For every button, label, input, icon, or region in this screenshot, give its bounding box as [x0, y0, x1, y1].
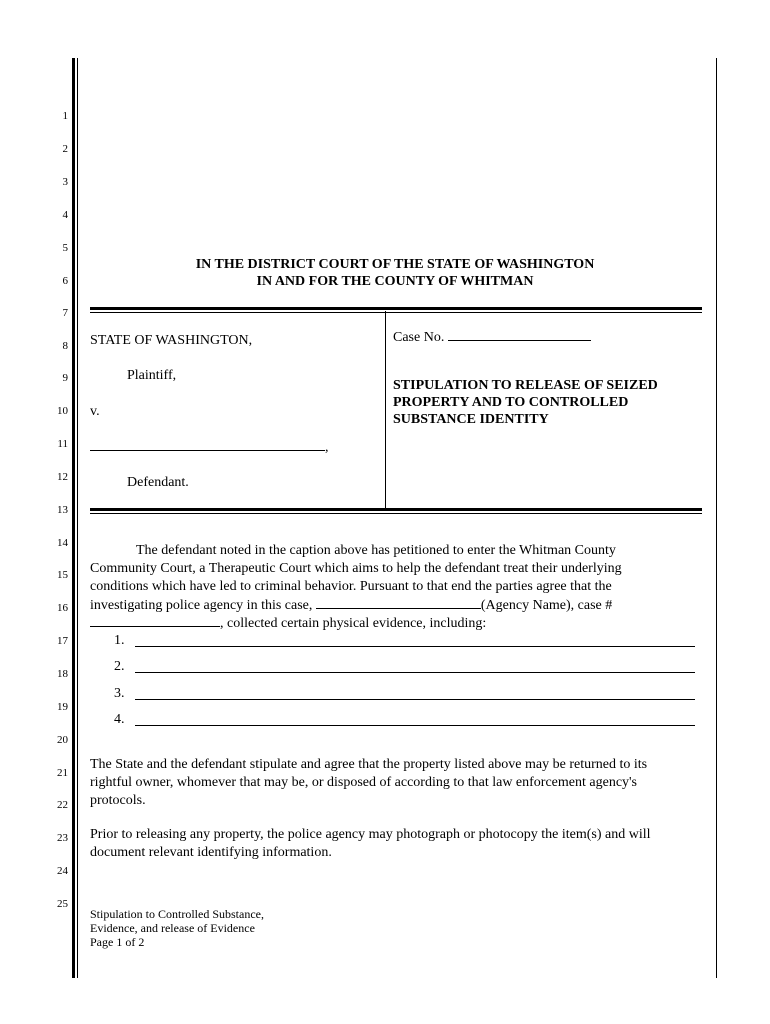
line-number: 4 [62, 209, 68, 221]
line-number: 24 [57, 865, 68, 877]
line-number: 18 [57, 668, 68, 680]
item-number-4: 4. [114, 712, 125, 727]
caption-top-rule-thick [90, 307, 702, 310]
document-title-line-3: SUBSTANCE IDENTITY [393, 412, 549, 427]
para1-line-4: investigating police agency in this case, (Agency Name), case # [90, 598, 613, 613]
case-number-blank[interactable] [448, 328, 591, 341]
left-margin-rule-thick [72, 58, 75, 978]
line-number: 11 [57, 438, 68, 450]
para1-line-3: conditions which have led to criminal behavior. Pursuant to that end the parties agree that the [90, 579, 612, 594]
line-number: 6 [62, 275, 68, 287]
line-number: 2 [62, 143, 68, 155]
footer-page-number: Page 1 of 2 [90, 935, 145, 949]
line-number: 14 [57, 537, 68, 549]
agency-name-blank[interactable] [316, 596, 481, 609]
case-hash-blank[interactable] [90, 614, 220, 627]
para1-line-2: Community Court, a Therapeutic Court which aims to help the defendant treat their underlying [90, 561, 622, 576]
plaintiff-role: Plaintiff, [127, 368, 177, 383]
footer-line-2: Evidence, and release of Evidence [90, 921, 255, 935]
plaintiff-party: STATE OF WASHINGTON, [90, 333, 253, 348]
line-number: 3 [62, 176, 68, 188]
line-number: 7 [62, 307, 68, 319]
line-number: 23 [57, 832, 68, 844]
line-number: 8 [62, 340, 68, 352]
line-number: 10 [57, 405, 68, 417]
item-1-blank[interactable] [135, 646, 695, 647]
line-number: 25 [57, 898, 68, 910]
para3-line-1: Prior to releasing any property, the police agency may photograph or photocopy the item(s) and will [90, 827, 651, 842]
line-number: 15 [57, 569, 68, 581]
caption-divider [385, 311, 386, 509]
item-4-blank[interactable] [135, 725, 695, 726]
versus: v. [90, 404, 100, 419]
line-number: 12 [57, 471, 68, 483]
item-number-1: 1. [114, 633, 125, 648]
defendant-name-blank[interactable] [90, 438, 325, 451]
item-2-blank[interactable] [135, 672, 695, 673]
left-margin-rule-thin [77, 58, 78, 978]
document-title-line-2: PROPERTY AND TO CONTROLLED [393, 395, 629, 410]
line-number: 13 [57, 504, 68, 516]
case-number-line [393, 328, 591, 346]
line-number: 5 [62, 242, 68, 254]
line-number: 17 [57, 635, 68, 647]
line-number: 16 [57, 602, 68, 614]
document-title-line-1: STIPULATION TO RELEASE OF SEIZED [393, 378, 658, 393]
para1-line-5: , collected certain physical evidence, including: [90, 614, 486, 632]
line-number: 1 [62, 110, 68, 122]
right-margin-rule [716, 58, 717, 978]
caption-bottom-rule-thick [90, 508, 702, 511]
para2-line-1: The State and the defendant stipulate and agree that the property listed above may be returned to its [90, 757, 648, 772]
para2-line-3: protocols. [90, 793, 146, 808]
para2-line-2: rightful owner, whomever that may be, or disposed of according to that law enforcement agency's [90, 775, 638, 790]
court-heading-line-2: IN AND FOR THE COUNTY OF WHITMAN [256, 274, 534, 289]
court-heading-line-1: IN THE DISTRICT COURT OF THE STATE OF WASHINGTON [195, 257, 595, 272]
defendant-name-line: , [90, 438, 329, 456]
para1-line-1: The defendant noted in the caption above has petitioned to enter the Whitman County [136, 543, 616, 558]
item-3-blank[interactable] [135, 699, 695, 700]
line-number: 22 [57, 799, 68, 811]
line-number: 21 [57, 767, 68, 779]
defendant-role: Defendant. [127, 475, 189, 490]
item-number-2: 2. [114, 659, 125, 674]
item-number-3: 3. [114, 686, 125, 701]
footer-line-1: Stipulation to Controlled Substance, [90, 907, 264, 921]
line-number: 20 [57, 734, 68, 746]
caption-top-rule-thin [90, 312, 702, 313]
case-number-label: Case No. [393, 330, 445, 345]
line-number: 19 [57, 701, 68, 713]
caption-bottom-rule-thin [90, 513, 702, 514]
para3-line-2: document relevant identifying information. [90, 845, 332, 860]
line-number: 9 [62, 372, 68, 384]
